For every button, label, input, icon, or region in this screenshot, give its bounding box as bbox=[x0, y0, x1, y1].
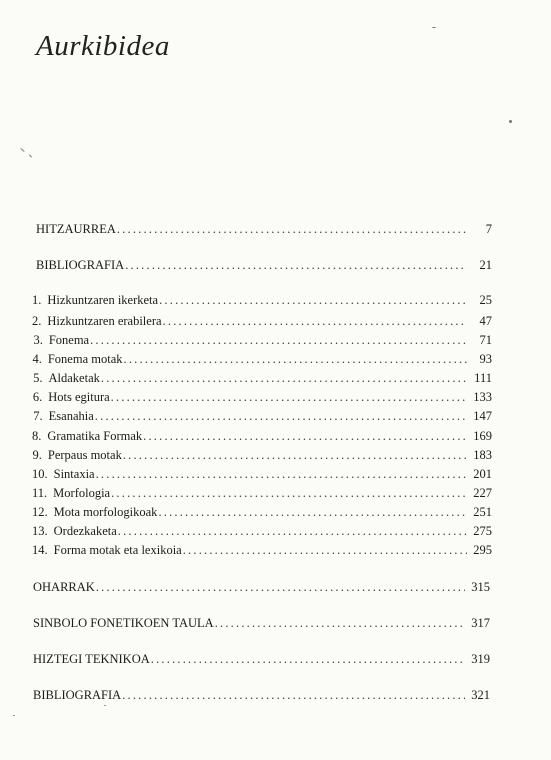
toc-entry-front bbox=[36, 222, 492, 236]
dot-leader bbox=[117, 222, 467, 236]
toc-entry-page: 21 bbox=[479, 258, 492, 272]
dot-leader bbox=[124, 352, 468, 366]
toc-chapter-entry bbox=[32, 524, 492, 538]
chapter-page: 25 bbox=[479, 293, 492, 307]
chapter-title: Aldaketak bbox=[48, 371, 100, 385]
chapter-number: 2. bbox=[32, 314, 42, 328]
toc-entry-back bbox=[33, 580, 490, 594]
toc-chapter-entry bbox=[32, 371, 492, 385]
dot-leader bbox=[95, 409, 467, 423]
chapter-page: 71 bbox=[479, 333, 492, 347]
chapter-page: 147 bbox=[473, 409, 492, 423]
chapter-number: 14. bbox=[32, 543, 48, 557]
chapter-number: 1. bbox=[32, 293, 42, 307]
dot-leader bbox=[96, 580, 465, 594]
dot-leader bbox=[183, 543, 467, 557]
chapter-number: 8. bbox=[32, 429, 42, 443]
chapter-number: 9. bbox=[32, 448, 42, 462]
dot-leader bbox=[151, 652, 465, 666]
page-title: Aurkibidea bbox=[36, 30, 170, 62]
toc-entry-label: SINBOLO FONETIKOEN TAULA bbox=[33, 616, 214, 630]
dot-leader bbox=[96, 467, 467, 481]
chapter-number: 6. bbox=[32, 390, 43, 404]
chapter-page: 133 bbox=[473, 390, 492, 404]
toc-entry-page: 315 bbox=[471, 580, 490, 594]
chapter-page: 93 bbox=[479, 352, 492, 366]
chapter-number: 7. bbox=[33, 409, 43, 423]
toc-entry-back bbox=[33, 616, 490, 630]
toc-entry-back bbox=[33, 652, 490, 666]
toc-chapter-entry bbox=[32, 448, 492, 462]
toc-entry-back bbox=[33, 688, 490, 702]
chapter-title: Mota morfologikoak bbox=[53, 505, 158, 519]
toc-chapter-entry bbox=[32, 543, 492, 557]
dot-leader bbox=[122, 688, 465, 702]
dot-leader bbox=[123, 448, 467, 462]
toc-entry-page: 319 bbox=[471, 652, 490, 666]
chapter-title: Hizkuntzaren ikerketa bbox=[47, 293, 159, 307]
chapter-page: 227 bbox=[473, 486, 492, 500]
chapter-title: Esanahia bbox=[48, 409, 94, 423]
toc-entry-label: HITZAURREA bbox=[36, 222, 116, 236]
dot-leader bbox=[143, 429, 467, 443]
chapter-page: 47 bbox=[479, 314, 492, 328]
chapter-number: 11. bbox=[32, 486, 48, 500]
chapter-title: Fonema bbox=[48, 333, 90, 347]
toc-chapter-entry bbox=[32, 409, 492, 423]
chapter-page: 275 bbox=[473, 524, 492, 538]
toc-chapter-entry bbox=[32, 467, 492, 481]
dot-leader bbox=[215, 616, 465, 630]
dot-leader bbox=[111, 390, 467, 404]
chapter-page: 201 bbox=[473, 467, 492, 481]
chapter-title: Hizkuntzaren erabilera bbox=[47, 314, 162, 328]
dot-leader bbox=[111, 486, 467, 500]
chapter-page: 251 bbox=[473, 505, 492, 519]
dot-leader bbox=[118, 524, 467, 538]
toc-entry-label: BIBLIOGRAFIA bbox=[36, 258, 125, 272]
dot-leader bbox=[158, 505, 467, 519]
scan-speck bbox=[29, 154, 33, 158]
chapter-title: Perpaus motak bbox=[47, 448, 122, 462]
chapter-number: 4. bbox=[32, 352, 42, 366]
scan-speck bbox=[13, 715, 15, 716]
toc-chapter-entry bbox=[32, 505, 492, 519]
toc-entry-label: OHARRAK bbox=[33, 580, 95, 594]
dot-leader bbox=[163, 314, 467, 328]
chapter-title: Fonema motak bbox=[47, 352, 123, 366]
chapter-page: 111 bbox=[474, 371, 492, 385]
scan-speck bbox=[509, 120, 512, 123]
toc-entry-page: 317 bbox=[471, 616, 490, 630]
dot-leader bbox=[125, 258, 467, 272]
chapter-title: Forma motak eta lexikoia bbox=[53, 543, 182, 557]
toc-chapter-entry bbox=[32, 486, 492, 500]
toc-chapter-entry bbox=[32, 333, 492, 347]
toc-chapter-entry bbox=[32, 293, 492, 307]
chapter-number: 13. bbox=[32, 524, 48, 538]
chapter-title: Ordezkaketa bbox=[53, 524, 117, 538]
dot-leader bbox=[101, 371, 467, 385]
chapter-title: Sintaxia bbox=[53, 467, 95, 481]
toc-chapter-entry bbox=[32, 390, 492, 404]
chapter-page: 183 bbox=[473, 448, 492, 462]
chapter-title: Morfologia bbox=[53, 486, 111, 500]
scan-speck bbox=[20, 148, 25, 153]
chapter-page: 295 bbox=[473, 543, 492, 557]
toc-chapter-entry bbox=[32, 314, 492, 328]
chapter-page: 169 bbox=[473, 429, 492, 443]
chapter-number: 5. bbox=[33, 371, 43, 385]
dot-leader bbox=[159, 293, 467, 307]
toc-entry-front bbox=[36, 258, 492, 272]
toc-entry-label: BIBLIOGRAFIA bbox=[33, 688, 122, 702]
toc-chapter-entry bbox=[32, 429, 492, 443]
chapter-title: Gramatika Formak bbox=[47, 429, 143, 443]
dot-leader bbox=[90, 333, 467, 347]
toc-entry-page: 321 bbox=[471, 688, 490, 702]
chapter-number: 10. bbox=[32, 467, 48, 481]
chapter-title: Hots egitura bbox=[48, 390, 110, 404]
chapter-number: 3. bbox=[33, 333, 43, 347]
scan-speck bbox=[104, 705, 106, 706]
toc-entry-label: HIZTEGI TEKNIKOA bbox=[33, 652, 150, 666]
chapter-number: 12. bbox=[32, 505, 48, 519]
toc-chapter-entry bbox=[32, 352, 492, 366]
scan-speck bbox=[432, 27, 436, 28]
toc-entry-page: 7 bbox=[485, 222, 492, 236]
